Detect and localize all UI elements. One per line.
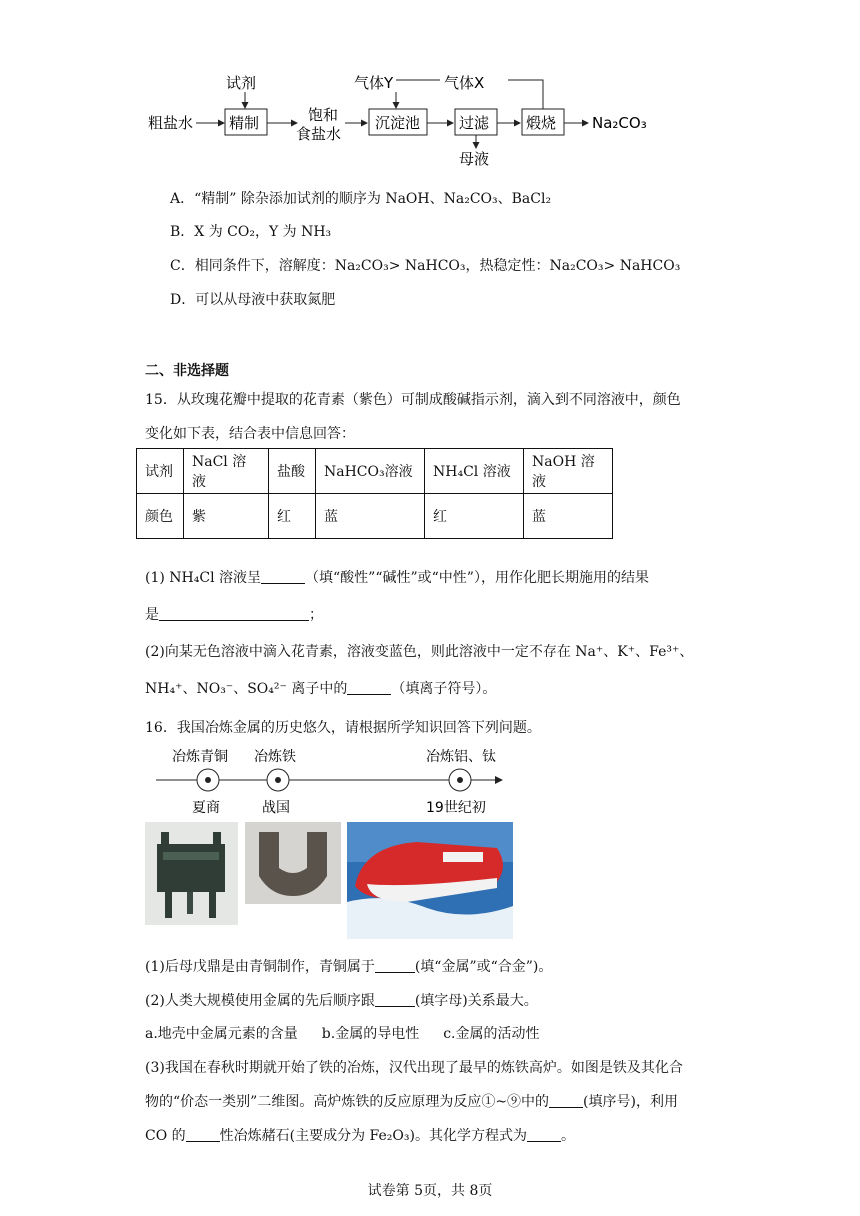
table-cell: NH₄Cl 溶液: [425, 449, 524, 494]
table-cell: NaCl 溶液: [184, 449, 269, 494]
table-cell: NaOH 溶液: [524, 449, 613, 494]
answer-blank[interactable]: [347, 680, 391, 695]
q16-p3-line2: [145, 1091, 678, 1111]
q16-p3-hint: (填序号)，利用: [583, 1094, 678, 1110]
timeline-label-bronze: 冶炼青铜: [172, 749, 228, 765]
q16-p2-hint: (填字母)关系最大。: [414, 993, 538, 1009]
q15-p2-line1: (2)向某无色溶液中滴入花青素，溶液变蓝色，则此溶液中一定不存在 Na⁺、K⁺、Fe³⁺、: [145, 644, 694, 660]
q15-stem-1: 15．从玫瑰花瓣中提取的花青素（紫色）可制成酸碱指示剂，滴入到不同溶液中，颜色: [145, 392, 681, 408]
q15-part1-cont: [145, 604, 323, 624]
q16-p3-text3: 性冶炼赭石(主要成分为 Fe₂O₃)。其化学方程式为: [219, 1128, 527, 1144]
q16-stem: 16．我国冶炼金属的历史悠久，请根据所学知识回答下列问题。: [145, 720, 541, 736]
metallurgy-timeline: [150, 745, 510, 820]
flow-saturated-2: 食盐水: [296, 125, 342, 143]
page-footer: 试卷第 5页，共 8页: [367, 1183, 493, 1199]
q16-p3-text: 物的“价态一类别”二维图。高炉炼铁的反应原理为反应①~⑨中的: [145, 1094, 550, 1110]
submersible-image: [347, 822, 513, 939]
answer-blank[interactable]: [159, 606, 309, 621]
q16-p3-line3: [145, 1125, 575, 1145]
q14-option-d: D．可以从母液中获取氮肥: [170, 292, 336, 308]
flow-calcine: 煅烧: [526, 114, 557, 132]
flow-gas-y: 气体Y: [354, 74, 394, 92]
timeline-era-19th-century: 19世纪初: [426, 800, 486, 816]
timeline-label-al-ti: 冶炼铝、钛: [426, 749, 496, 765]
q16-option-b: b.金属的导电性: [321, 1026, 420, 1042]
timeline-label-iron: 冶炼铁: [254, 749, 296, 765]
q16-p1-hint: (填“金属”或“合金”)。: [414, 959, 553, 975]
q16-p3-line1: (3)我国在春秋时期就开始了铁的冶炼，汉代出现了最早的炼铁高炉。如图是铁及其化合: [145, 1060, 683, 1076]
table-cell: 紫: [184, 494, 269, 539]
table-row: [137, 449, 613, 494]
flow-gas-x: 气体X: [444, 74, 485, 92]
flow-input: 粗盐水: [148, 114, 194, 132]
answer-blank[interactable]: [375, 958, 415, 973]
answer-blank[interactable]: [261, 569, 305, 584]
table-row: [137, 494, 613, 539]
q16-option-c: c.金属的活动性: [443, 1026, 540, 1042]
q16-option-a: a.地壳中金属元素的含量: [145, 1026, 298, 1042]
answer-blank[interactable]: [186, 1127, 220, 1142]
q16-p3-end: 。: [560, 1128, 575, 1144]
q16-p2-text: (2)人类大规模使用金属的先后顺序跟: [145, 993, 375, 1009]
flow-saturated-1: 饱和: [308, 106, 339, 124]
indicator-table: [136, 448, 613, 539]
q16-p2-options: [145, 1023, 540, 1043]
table-cell: 蓝: [524, 494, 613, 539]
flow-product: Na₂CO₃: [592, 114, 647, 132]
timeline-marker: [197, 769, 219, 791]
q15-p1-text: (1) NH₄Cl 溶液呈: [145, 570, 261, 586]
timeline-era-xia-shang: 夏商: [192, 800, 220, 816]
timeline-marker: [267, 769, 289, 791]
answer-blank[interactable]: [527, 1127, 561, 1142]
table-cell: 盐酸: [269, 449, 316, 494]
table-cell: 红: [269, 494, 316, 539]
q15-p1-hint: （填“酸性”“碱性”或“中性”），用作化肥长期施用的结果: [305, 570, 649, 586]
q15-p2-text: NH₄⁺、NO₃⁻、SO₄²⁻ 离子中的: [145, 681, 348, 697]
table-cell: 蓝: [316, 494, 425, 539]
answer-blank[interactable]: [375, 992, 415, 1007]
q15-p2-hint: （填离子符号）。: [391, 681, 497, 697]
answer-blank[interactable]: [549, 1093, 583, 1108]
table-cell: 试剂: [137, 449, 184, 494]
q16-p3-text2: CO 的: [145, 1128, 186, 1144]
q14-option-a: A．“精制” 除杂添加试剂的顺序为 NaOH、Na₂CO₃、BaCl₂: [170, 191, 552, 207]
q16-part1: [145, 956, 552, 976]
q16-p1-text: (1)后母戊鼎是由青铜制作，青铜属于: [145, 959, 375, 975]
flow-refine: 精制: [229, 114, 260, 132]
q14-option-c: C．相同条件下，溶解度：Na₂CO₃> NaHCO₃，热稳定性：Na₂CO₃> NaHCO₃: [170, 258, 681, 274]
flow-precipitation: 沉淀池: [375, 114, 421, 132]
bronze-ding-image: [145, 822, 238, 925]
q15-p1-text2: 是: [145, 607, 159, 623]
q14-option-b: B．X 为 CO₂，Y 为 NH₃: [170, 224, 332, 240]
iron-tool-image: [245, 822, 341, 904]
q15-part2: [145, 678, 496, 698]
q15-p1-end: ；: [309, 607, 323, 623]
flow-mother-liquor: 母液: [459, 150, 490, 168]
q15-stem-2: 变化如下表，结合表中信息回答：: [145, 426, 355, 442]
section-title: 二、非选择题: [145, 363, 229, 379]
table-cell: NaHCO₃溶液: [316, 449, 425, 494]
flow-reagent: 试剂: [226, 74, 257, 92]
timeline-era-warring-states: 战国: [262, 800, 290, 816]
q16-part2: [145, 990, 538, 1010]
timeline-marker: [449, 769, 471, 791]
q15-part1: [145, 567, 649, 587]
table-cell: 颜色: [137, 494, 184, 539]
process-flow-diagram: [140, 68, 680, 174]
flow-filter: 过滤: [459, 114, 490, 132]
table-cell: 红: [425, 494, 524, 539]
